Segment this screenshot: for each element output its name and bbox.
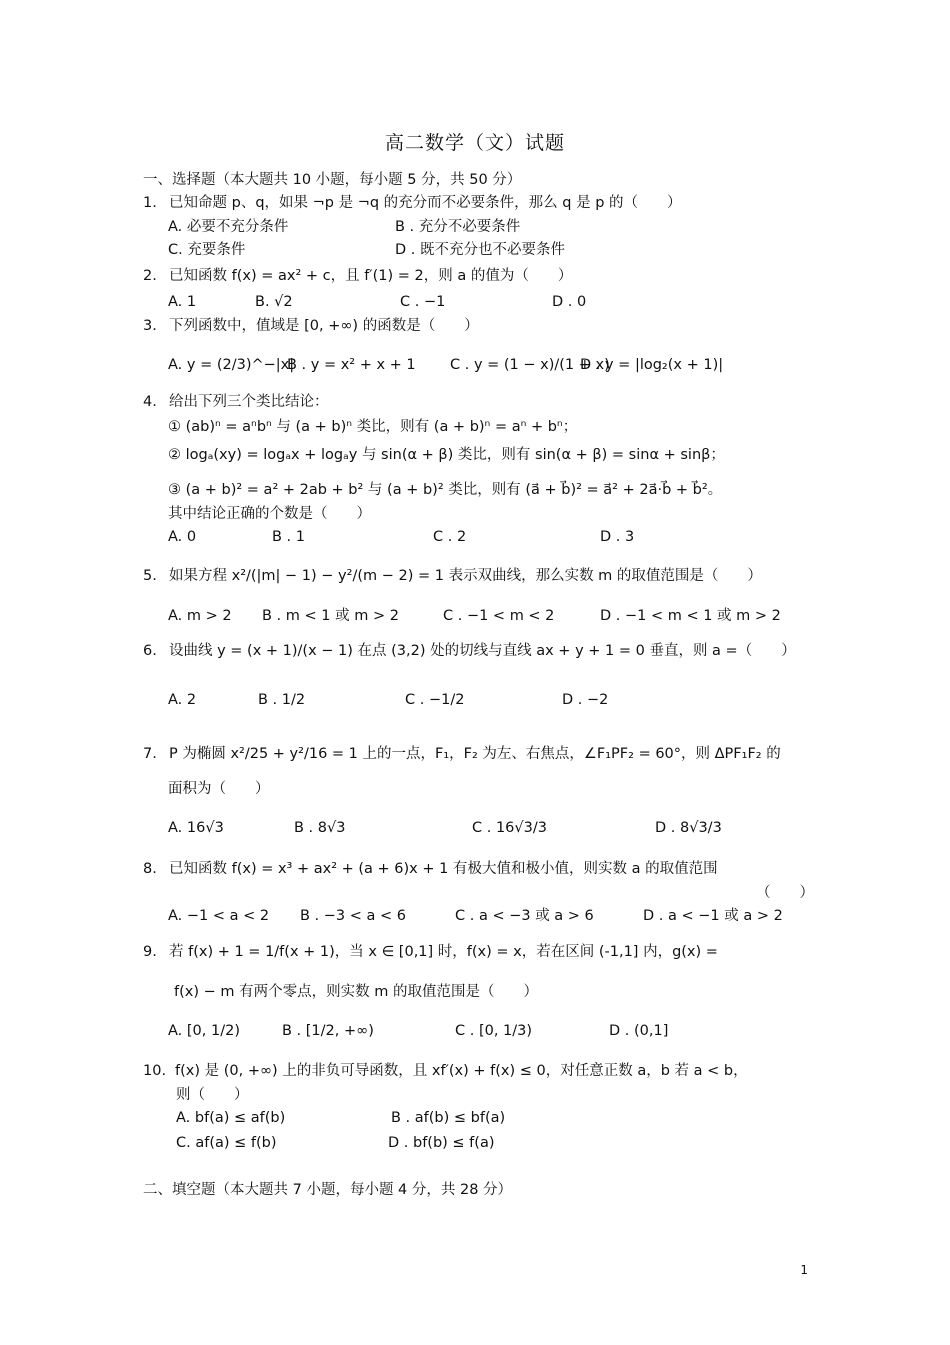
question-stem: 给出下列三个类比结论： <box>169 394 329 410</box>
option-d: D . bf(b) ≤ f(a) <box>388 1135 495 1151</box>
option-c: C . 16√3/3 <box>472 820 547 836</box>
option-d: D . −2 <box>562 692 609 708</box>
question-number: 3. <box>143 318 157 334</box>
option-c: C . [0, 1/3) <box>455 1023 533 1039</box>
question-stem: 下列函数中，值域是 [0, +∞) 的函数是（ ） <box>169 318 479 334</box>
option-b: B . 8√3 <box>294 820 346 836</box>
question-stem: 已知函数 f(x) = ax² + c，且 f′(1) = 2，则 a 的值为（ ） <box>169 268 573 284</box>
question-8 <box>143 859 718 879</box>
question-stem: 已知命题 p、q，如果 ¬p 是 ¬q 的充分而不必要条件，那么 q 是 p 的（ ） <box>169 195 682 211</box>
option-d: D . 3 <box>600 529 635 545</box>
question-stem: 设曲线 y = (x + 1)/(x − 1) 在点 (3,2) 处的切线与直线 ax + y + 1 = 0 垂直，则 a =（ ） <box>169 643 796 659</box>
question-3 <box>143 316 479 336</box>
option-b: B . [1/2, +∞) <box>282 1023 374 1039</box>
option-a: A. 0 <box>168 529 197 545</box>
option-d: D . −1 < m < 1 或 m > 2 <box>600 608 781 624</box>
question-stem: 若 f(x) + 1 = 1/f(x + 1)，当 x ∈ [0,1] 时，f(x) = x，若在区间 (-1,1] 内，g(x) = <box>169 944 718 960</box>
question-stem: 已知函数 f(x) = x³ + ax² + (a + 6)x + 1 有极大值和极小值，则实数 a 的取值范围 <box>169 861 718 877</box>
page-number: 1 <box>800 1263 808 1277</box>
option-a: A. bf(a) ≤ af(b) <box>176 1110 286 1126</box>
analogy-3: ③ (a + b)² = a² + 2ab + b² 与 (a + b)² 类比，则有 (a⃗ + b⃗)² = a⃗² + 2a⃗·b⃗ + b⃗²。 <box>168 482 723 498</box>
question-6 <box>143 641 796 661</box>
option-a: A. [0, 1/2) <box>168 1023 240 1039</box>
question-4 <box>143 392 329 412</box>
option-c: C. af(a) ≤ f(b) <box>176 1135 277 1151</box>
question-10 <box>143 1061 748 1081</box>
page-title: 高二数学（文）试题 <box>384 132 565 154</box>
option-d: D . (0,1] <box>609 1023 669 1039</box>
option-a: A. y = (2/3)^−|x| <box>168 357 295 373</box>
question-number: 2. <box>143 268 157 284</box>
question-stem: P 为椭圆 x²/25 + y²/16 = 1 上的一点，F₁，F₂ 为左、右焦点，∠F₁PF₂ = 60°，则 ΔPF₁F₂ 的 <box>169 746 781 762</box>
option-c: C . −1 <box>400 294 446 310</box>
option-a: A. −1 < a < 2 <box>168 908 270 924</box>
option-d: D . a < −1 或 a > 2 <box>643 908 783 924</box>
option-b: B. √2 <box>255 294 293 310</box>
section-heading-fill-in: 二、填空题（本大题共 7 小题，每小题 4 分，共 28 分） <box>143 1182 513 1198</box>
option-c: C . −1 < m < 2 <box>443 608 555 624</box>
option-b: B . 1 <box>272 529 306 545</box>
option-a: A. 1 <box>168 294 197 310</box>
question-7 <box>143 744 781 764</box>
question-number: 7. <box>143 746 157 762</box>
option-d: D . 0 <box>552 294 587 310</box>
question-stem-continued: 则（ ） <box>176 1087 249 1103</box>
option-c: C. 充要条件 <box>168 242 246 258</box>
question-stem-continued: f(x) − m 有两个零点，则实数 m 的取值范围是（ ） <box>174 984 538 1000</box>
option-b: B . y = x² + x + 1 <box>287 357 416 373</box>
question-number: 9. <box>143 944 157 960</box>
option-c: C . −1/2 <box>405 692 465 708</box>
question-stem: 如果方程 x²/(|m| − 1) − y²/(m − 2) = 1 表示双曲线，那么实数 m 的取值范围是（ ） <box>169 568 762 584</box>
option-b: B . m < 1 或 m > 2 <box>262 608 399 624</box>
option-c: C . 2 <box>433 529 467 545</box>
question-2 <box>143 266 572 286</box>
question-stem-continued: 面积为（ ） <box>168 781 270 797</box>
option-a: A. m > 2 <box>168 608 232 624</box>
question-number: 5. <box>143 568 157 584</box>
option-a: A. 16√3 <box>168 820 224 836</box>
option-d: D . 既不充分也不必要条件 <box>395 242 565 258</box>
question-stem: f(x) 是 (0, +∞) 上的非负可导函数，且 xf′(x) + f(x) ≤ 0，对任意正数 a，b 若 a < b， <box>175 1063 748 1079</box>
option-a: A. 必要不充分条件 <box>168 219 289 235</box>
option-c: C . y = (1 − x)/(1 + x) <box>450 357 610 373</box>
option-d: D . y = |log₂(x + 1)| <box>580 357 724 373</box>
question-5 <box>143 566 762 586</box>
analogy-2: ② logₐ(xy) = logₐx + logₐy 与 sin(α + β) 类比，则有 sin(α + β) = sinα + sinβ； <box>168 447 725 463</box>
analogy-1: ① (ab)ⁿ = aⁿbⁿ 与 (a + b)ⁿ 类比，则有 (a + b)ⁿ = aⁿ + bⁿ； <box>168 419 578 435</box>
question-number: 4. <box>143 394 157 410</box>
option-c: C . a < −3 或 a > 6 <box>455 908 594 924</box>
answer-bracket: （ ） <box>756 885 814 901</box>
option-b: B . 1/2 <box>258 692 306 708</box>
question-1 <box>143 193 682 213</box>
question-number: 10. <box>143 1063 167 1079</box>
option-d: D . 8√3/3 <box>655 820 722 836</box>
question-number: 6. <box>143 643 157 659</box>
question-number: 1. <box>143 195 157 211</box>
question-9 <box>143 942 718 962</box>
question-number: 8. <box>143 861 157 877</box>
option-a: A. 2 <box>168 692 197 708</box>
section-heading-choice: 一、选择题（本大题共 10 小题，每小题 5 分，共 50 分） <box>143 172 522 188</box>
question-prompt: 其中结论正确的个数是（ ） <box>168 506 371 522</box>
option-b: B . −3 < a < 6 <box>300 908 406 924</box>
option-b: B . 充分不必要条件 <box>395 219 521 235</box>
option-b: B . af(b) ≤ bf(a) <box>391 1110 506 1126</box>
